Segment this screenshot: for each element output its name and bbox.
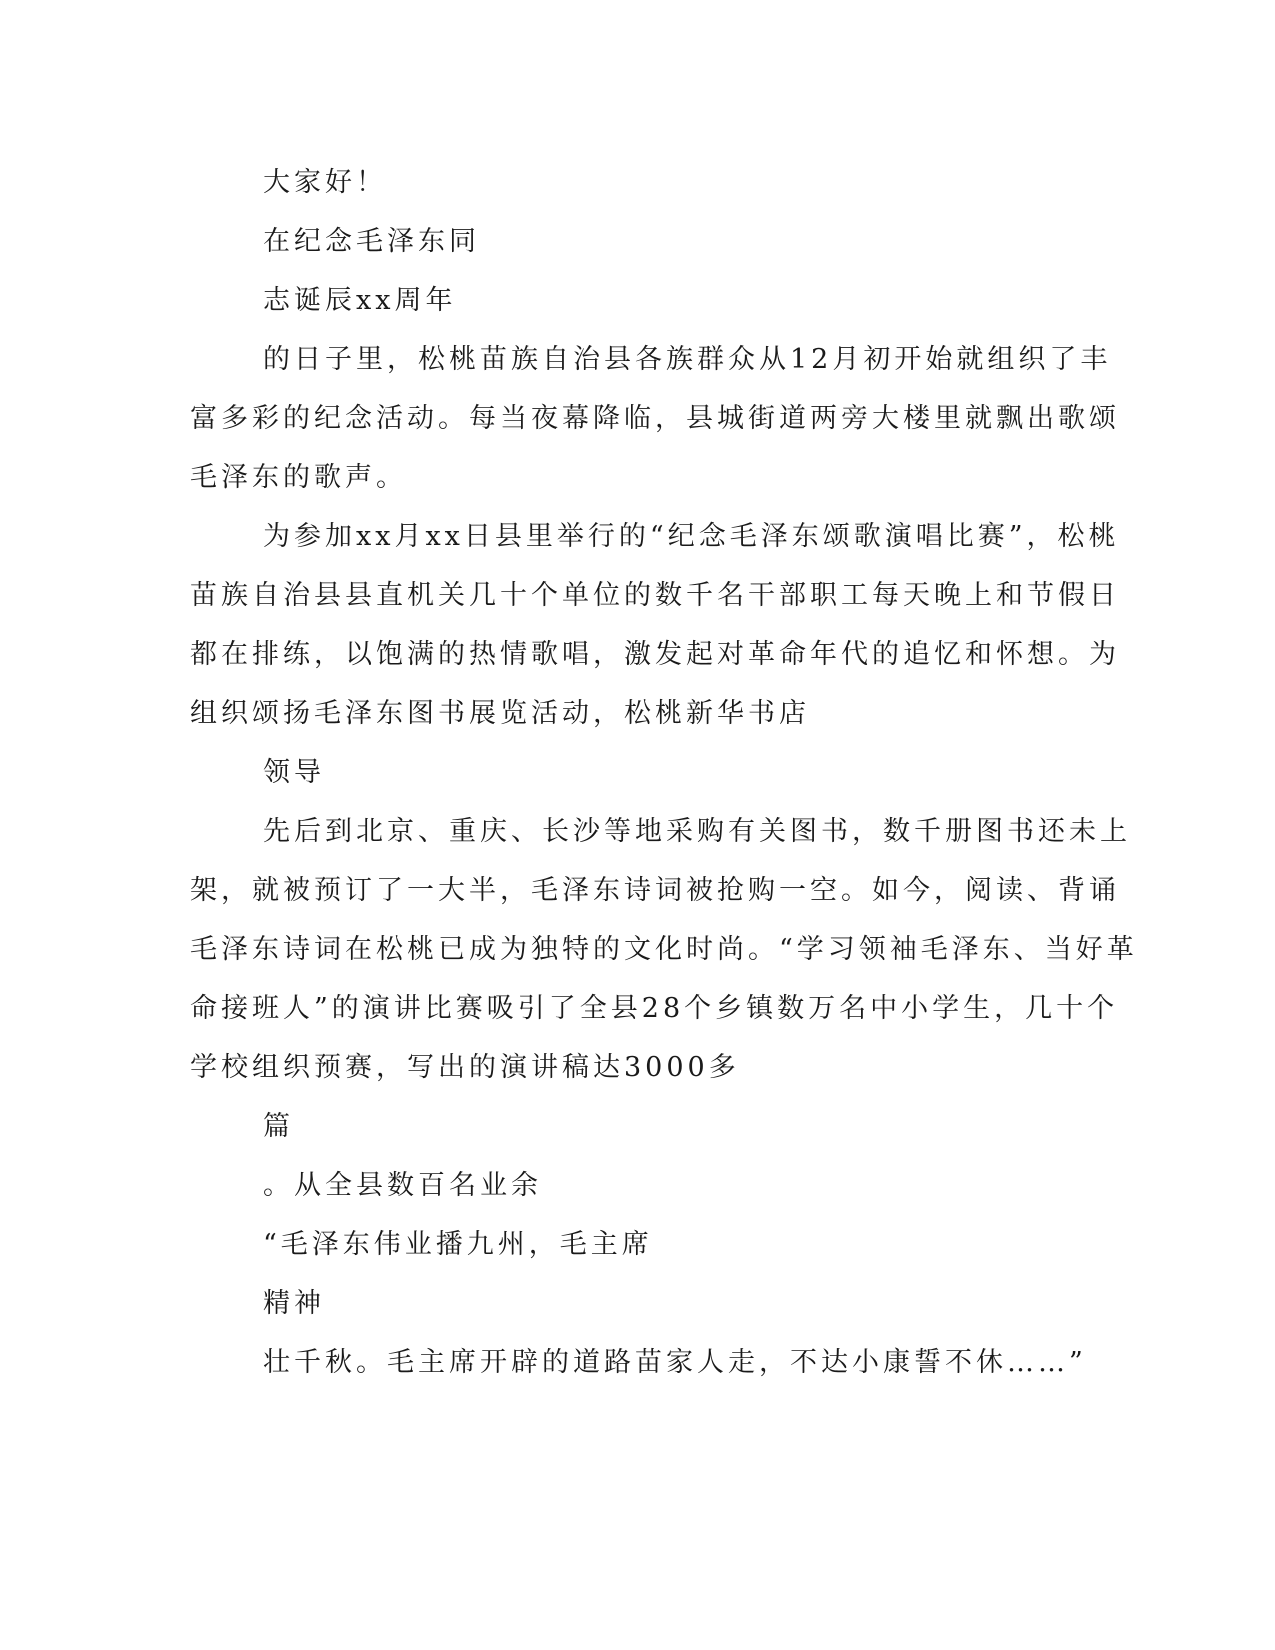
text-line: 领导 xyxy=(263,757,325,788)
text-line: 毛泽东诗词在松桃已成为独特的文化时尚。“学习领袖毛泽东、当好革 xyxy=(190,934,1138,965)
text-line: 苗族自治县县直机关几十个单位的数千名干部职工每天晚上和节假日 xyxy=(190,580,1120,611)
text-line: 为参加xx月xx日县里举行的“纪念毛泽东颂歌演唱比赛”，松桃 xyxy=(263,521,1120,552)
text-line: 先后到北京、重庆、长沙等地采购有关图书，数千册图书还未上 xyxy=(263,816,1131,847)
text-line: 。从全县数百名业余 xyxy=(263,1170,542,1201)
text-line: 志诞辰xx周年 xyxy=(263,285,457,316)
text-line: 学校组织预赛，写出的演讲稿达3000多 xyxy=(190,1052,740,1083)
text-line: 壮千秋。毛主席开辟的道路苗家人走，不达小康誓不休……” xyxy=(263,1347,1087,1378)
text-line: 组织颂扬毛泽东图书展览活动，松桃新华书店 xyxy=(190,698,810,729)
text-line: 富多彩的纪念活动。每当夜幕降临，县城街道两旁大楼里就飘出歌颂 xyxy=(190,403,1120,434)
greeting-line: 大家好！ xyxy=(263,167,387,198)
text-line: 架，就被预订了一大半，毛泽东诗词被抢购一空。如今，阅读、背诵 xyxy=(190,875,1120,906)
text-line: 命接班人”的演讲比赛吸引了全县28个乡镇数万名中小学生，几十个 xyxy=(190,993,1119,1024)
text-line: 精神 xyxy=(263,1288,325,1319)
text-line: “毛泽东伟业播九州，毛主席 xyxy=(263,1229,653,1260)
text-line: 篇 xyxy=(263,1111,294,1142)
text-line: 都在排练，以饱满的热情歌唱，激发起对革命年代的追忆和怀想。为 xyxy=(190,639,1120,670)
text-line: 在纪念毛泽东同 xyxy=(263,226,480,257)
text-line: 毛泽东的歌声。 xyxy=(190,462,407,493)
text-line: 的日子里，松桃苗族自治县各族群众从12月初开始就组织了丰 xyxy=(263,344,1112,375)
